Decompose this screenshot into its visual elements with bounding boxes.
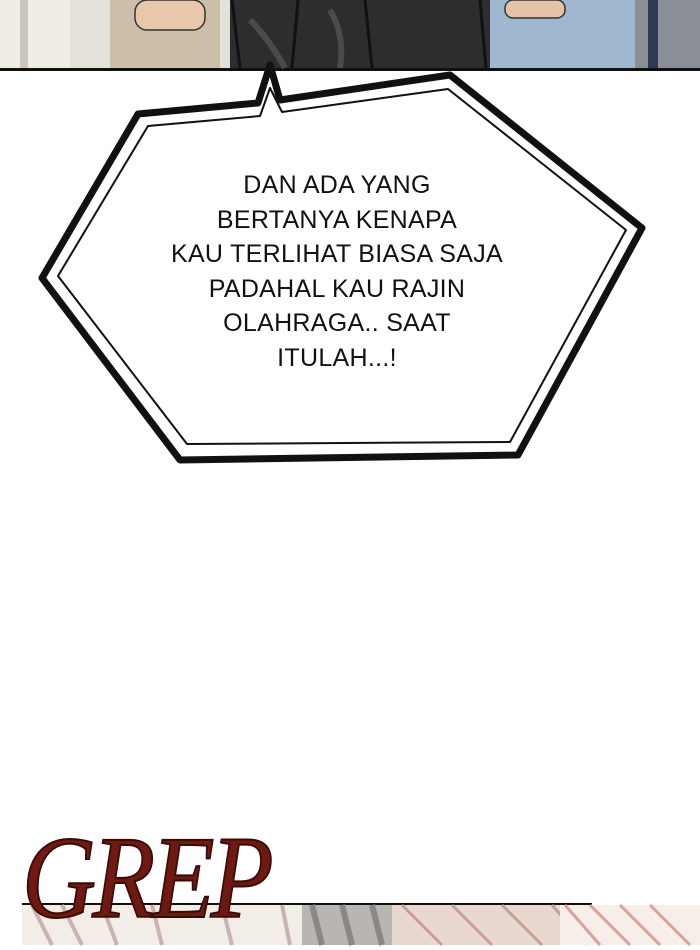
speech-line: KAU TERLIHAT BIASA SAJA [170, 240, 504, 268]
comic-panel-bottom-right [560, 905, 700, 945]
speech-line: OLAHRAGA.. SAAT [223, 309, 451, 337]
speech-line: DAN ADA YANG [243, 171, 431, 199]
panel-bottom-right-art [560, 905, 700, 945]
speech-bubble [30, 40, 650, 470]
speech-line: BERTANYA KENAPA [216, 205, 458, 234]
sound-effect-text: GREP [22, 812, 272, 943]
speech-bubble-text [140, 168, 534, 375]
speech-line: PADAHAL KAU RAJIN [208, 274, 466, 303]
sound-effect-grep [18, 805, 278, 943]
speech-line: ITULAH...! [277, 343, 397, 372]
